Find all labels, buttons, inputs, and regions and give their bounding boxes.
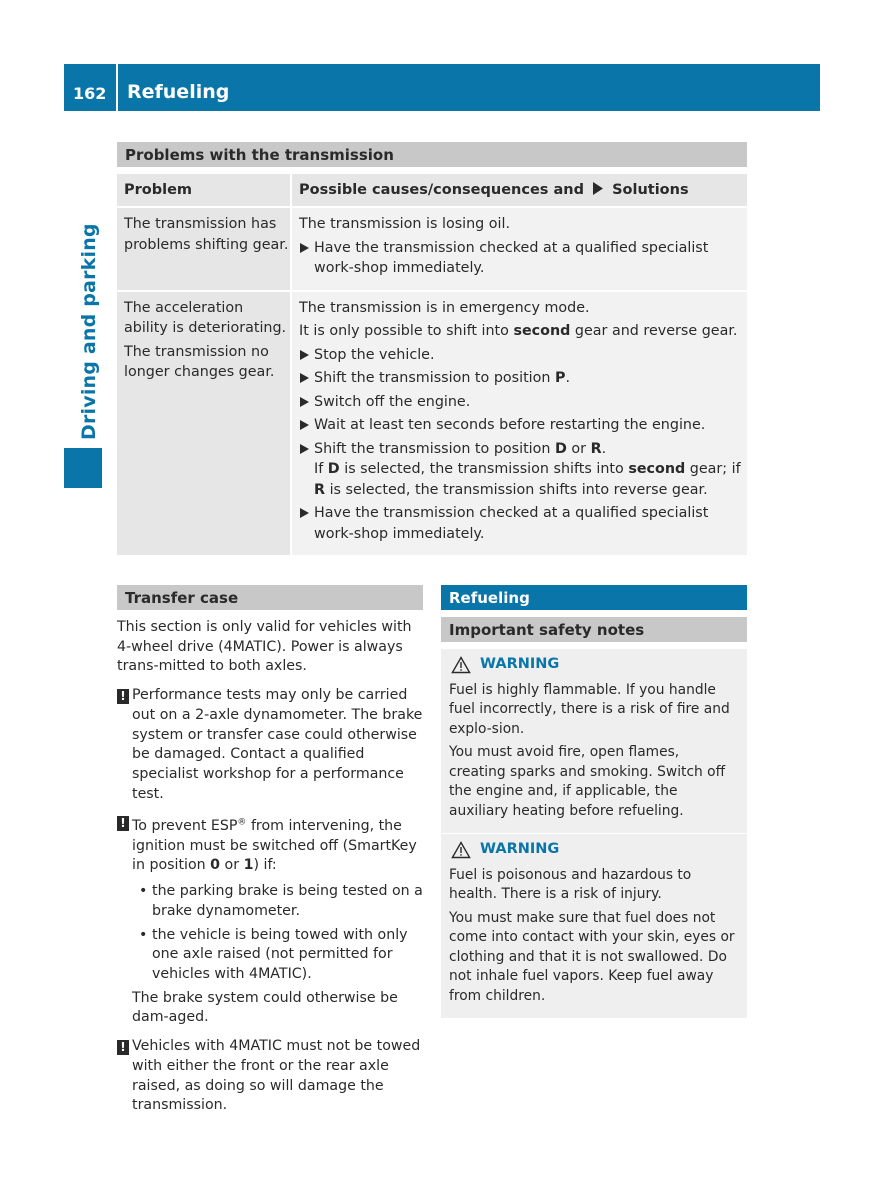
warning-text: Fuel is poisonous and hazardous to health. There is a risk of injury. <box>449 866 692 902</box>
warning-triangle-icon <box>451 841 471 859</box>
notice-text: To prevent ESP® from intervening, the ignition must be switched off (SmartKey in position 0 or 1) if: <box>132 817 417 874</box>
step-item: Have the transmission checked at a qualified specialist work-shop immediately. <box>299 238 747 279</box>
step-item: Shift the transmission to position D or R. If D is selected, the transmission shifts into second gear; if R is selected, the transmission shifts into reverse gear. <box>299 439 747 501</box>
warning-triangle-icon <box>451 656 471 674</box>
col-header-solutions-prefix: Possible causes/consequences and <box>299 182 584 198</box>
problem-text: The transmission has problems shifting gear. <box>124 216 289 253</box>
notice-text: Vehicles with 4MATIC must not be towed with either the front or the rear axle raised, as doing so will damage the transmission. <box>132 1038 421 1114</box>
transfer-case-intro: This section is only valid for vehicles with 4-wheel drive (4MATIC). Power is always trans-mitted to both axles. <box>117 619 412 675</box>
cause-text: The transmission is losing oil. <box>299 216 511 232</box>
notice-text: Performance tests may only be carried out on a 2-axle dynamometer. The brake system or transfer case could otherwise be damaged. Contact a qualified specialist workshop for a performance test. <box>132 687 423 802</box>
table-header-row <box>117 174 747 206</box>
step-item: Wait at least ten seconds before restarting the engine. <box>299 415 747 436</box>
warning-text: You must avoid fire, open flames, creating sparks and smoking. Switch off the engine and, if applicable, the auxiliary heating before refueling. <box>449 744 726 819</box>
cause-text: It is only possible to shift into second gear and reverse gear. <box>299 323 738 339</box>
solution-cell <box>290 292 747 556</box>
problem-text: The transmission no longer changes gear. <box>124 343 275 380</box>
warning-box <box>441 834 747 1018</box>
refueling-title: Refueling <box>449 589 530 607</box>
arrow-right-icon <box>592 182 604 195</box>
page-number: 162 <box>73 84 107 103</box>
transmission-title: Problems with the transmission <box>125 146 394 164</box>
problem-cell <box>117 208 290 290</box>
warning-header <box>449 655 739 675</box>
section-header <box>118 64 820 111</box>
warning-box <box>441 649 747 833</box>
transmission-title-bar <box>117 142 747 167</box>
step-item: Shift the transmission to position P. <box>299 368 747 389</box>
list-item: • the parking brake is being tested on a brake dynamometer. <box>136 882 423 921</box>
section-title: Refueling <box>127 81 230 103</box>
col-header-problem: Problem <box>117 174 290 206</box>
page-number-box <box>64 64 116 111</box>
side-tab-label: Driving and parking <box>78 223 100 440</box>
table-row <box>117 290 747 556</box>
problem-cell <box>117 292 290 556</box>
refueling-title-bar <box>441 585 747 610</box>
transfer-case-title: Transfer case <box>125 589 239 607</box>
solution-cell <box>290 208 747 290</box>
notice-item <box>117 813 423 1028</box>
list-item: • the vehicle is being towed with only one axle raised (not permitted for vehicles with 4MATIC). <box>136 926 423 985</box>
exclamation-icon: ! <box>117 689 129 704</box>
table-row <box>117 206 747 290</box>
notice-followup: The brake system could otherwise be dam-aged. <box>132 989 398 1026</box>
transmission-table <box>117 174 747 555</box>
step-item: Stop the vehicle. <box>299 345 747 366</box>
transfer-case-body <box>117 618 423 1125</box>
safety-notes-title: Important safety notes <box>449 621 645 639</box>
col-header-solutions <box>290 174 747 206</box>
warning-label: WARNING <box>480 841 560 857</box>
exclamation-icon: ! <box>117 816 129 831</box>
step-item: Switch off the engine. <box>299 392 747 413</box>
transfer-case-title-bar <box>117 585 423 610</box>
side-tab-marker <box>64 448 102 488</box>
warning-text: Fuel is highly flammable. If you handle fuel incorrectly, there is a risk of fire and explo-sion. <box>449 681 730 737</box>
notice-item <box>117 1037 423 1116</box>
problem-text: The acceleration ability is deteriorating. <box>124 299 287 336</box>
col-header-solutions-suffix: Solutions <box>612 182 689 198</box>
notice-item <box>117 686 423 804</box>
safety-notes-title-bar <box>441 617 747 642</box>
warning-label: WARNING <box>480 656 560 672</box>
step-item: Have the transmission checked at a qualified specialist work-shop immediately. <box>299 503 747 544</box>
cause-text: The transmission is in emergency mode. <box>299 299 590 316</box>
exclamation-icon: ! <box>117 1040 129 1055</box>
warning-text: You must make sure that fuel does not come into contact with your skin, eyes or clothing and that it is not swallowed. Do not inhale fuel vapors. Keep fuel away from children. <box>449 909 735 1004</box>
warning-header <box>449 840 739 860</box>
